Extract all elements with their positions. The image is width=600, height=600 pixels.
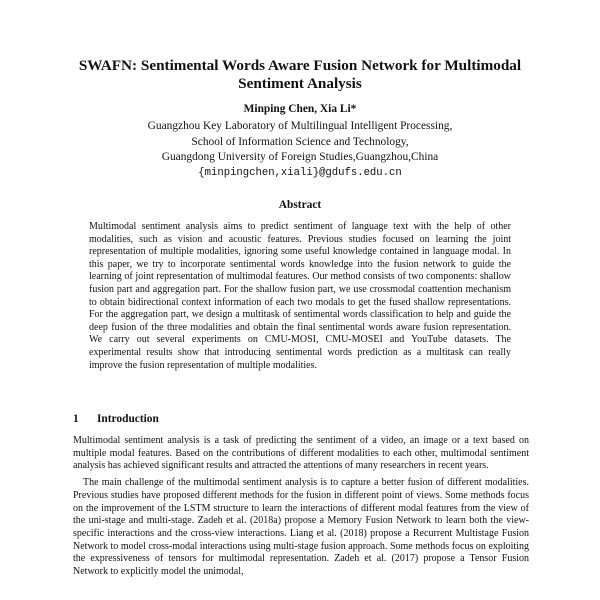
abstract-heading: Abstract xyxy=(278,199,322,211)
author-email: {minpingchen,xiali}@gdufs.edu.cn xyxy=(198,166,402,179)
affiliation-line: Guangdong University of Foreign Studies,Guangzhou,China xyxy=(161,151,439,163)
section-title: Introduction xyxy=(97,413,159,425)
paper-title: SWAFN: Sentimental Words Aware Fusion Network for Multimodal Sentiment Analysis xyxy=(78,57,522,92)
author-names: Minping Chen, Xia Li* xyxy=(243,103,357,115)
introduction-body xyxy=(73,435,529,583)
affiliation-block xyxy=(0,119,600,181)
affiliation-line: School of Information Science and Technology, xyxy=(191,135,409,148)
abstract-text: Multimodal sentiment analysis aims to predict sentiment of language text with the help of other modalities, such as vision and acoustic features. Previous studies focused on learning the joint representation of multiple modalities, ignoring some useful knowledge contained in language modal. In this paper, we try to incorporate sentimental words knowledge into the fusion network to guide the learning of joint representation of multimodal features. Our method consists of two components: shallow fusion part and aggregation part. For the shallow fusion part, we use crossmodal coattention mechanism to obtain bidirectional context information of each two modals to get the fused shallow representations. For the aggregation part, we design a multitask of sentimental words classification to help and guide the deep fusion of the three modalities and obtain the final sentimental words aware fusion representation. We carry out several experiments on CMU-MOSI, CMU-MOSEI and YouTube datasets. The experimental results show that introducing sentimental words prediction as a multitask can really improve the fusion representation of multiple modalities. xyxy=(89,221,511,371)
affiliation-line: Guangzhou Key Laboratory of Multilingual Intelligent Processing, xyxy=(147,120,453,132)
section-number: 1 xyxy=(73,413,79,425)
body-paragraph: Multimodal sentiment analysis is a task of predicting the sentiment of a video, an image or a text based on multiple modal features. Based on the contributions of different modalities to each other, multimodal sentiment analysis has achieved significant results and attracted the attentions of many researchers in recent years. xyxy=(73,435,529,472)
body-paragraph: The main challenge of the multimodal sentiment analysis is to capture a better fusion of different modalities. Previous studies have proposed different methods for the fusion in different point of views. Some methods focus on the improvement of the LSTM structure to learn the interactions of different modal features from the view of the uni-stage and multi-stage. Zadeh et al. (2018a) propose a Memory Fusion Network to learn both the view-specific interactions and the cross-view interactions. Liang et al. (2018) propose a Recurrent Multistage Fusion Network to model cross-modal interactions using multi-stage fusion approach. Some methods focus on exploiting the expressiveness of tensors for multimodal representation. Zadeh et al. (2017) propose a Tensor Fusion Network to explicitly model the unimodal, xyxy=(73,477,529,578)
section-heading xyxy=(73,413,159,425)
